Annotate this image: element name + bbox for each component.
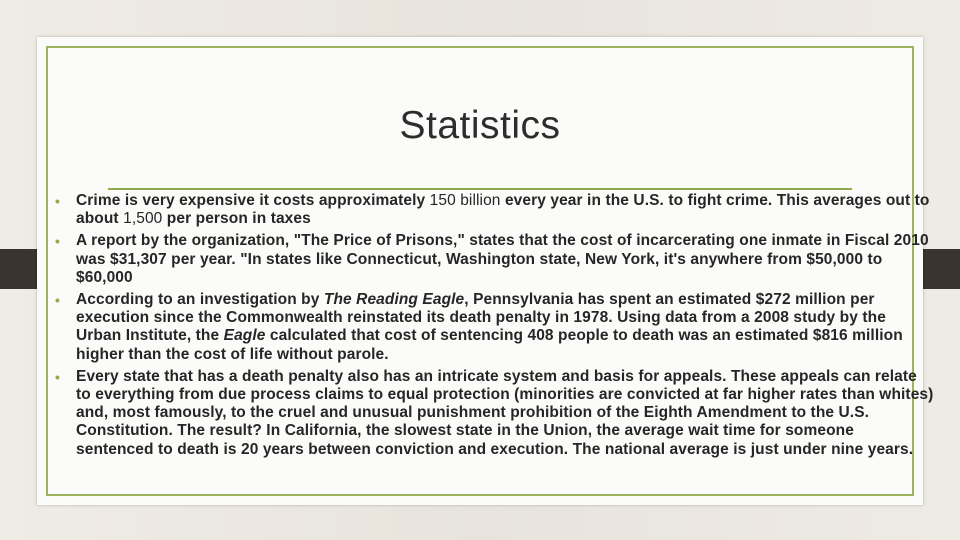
bullet-text: 1,500 — [123, 210, 163, 228]
bullet-text: Eagle — [223, 327, 266, 345]
bullet-item — [55, 368, 935, 459]
bullet-text: every year in the U.S. to fight crime. This averages out to about — [76, 192, 930, 228]
bullet-icon: • — [55, 368, 61, 385]
bullet-text: per person in taxes — [162, 210, 311, 228]
bullet-text: The Reading Eagle — [323, 291, 465, 309]
bullet-text: Crime is very expensive it costs approximately — [76, 192, 430, 209]
bullet-text: A report by the organization, "The Price of Prisons," states that the cost of incarcerating one inmate in Fiscal 2010 was $31,307 per year. "In states like Connecticut, Washington state, New York, it's anywhere from $50,000 to $60,000 — [76, 232, 929, 286]
bullet-icon: • — [55, 193, 61, 209]
bullet-item — [55, 232, 935, 287]
bullet-item — [55, 192, 935, 228]
bullet-icon: • — [55, 233, 61, 250]
bullet-text: Every state that has a death penalty also has an intricate system and basis for appeals. These appeals can relate to everything from due process claims to equal protection (minorities are convicted at far higher rates than whites) and, most famously, to the cruel and unusual punishment prohibition of the Eighth Amendment to the U.S. Constitution. The result? In California, the slowest state in the Union, the average wait time for someone sentenced to death is 20 years between conviction and execution. The national average is just under nine years. — [76, 367, 934, 458]
bullet-text: According to an investigation by — [76, 291, 324, 309]
left-dark-band — [0, 249, 40, 289]
bullet-icon: • — [55, 292, 61, 309]
title-underline — [108, 188, 852, 190]
bullet-list — [55, 192, 935, 463]
bullet-item — [55, 291, 935, 364]
bullet-text: , Pennsylvania has spent an estimated $272 million per execution since the Commonwealth reinstated its death penalty in 1978. Using data from a 2008 study by the Urban Institute, the — [76, 291, 886, 345]
slide-title: Statistics — [399, 104, 561, 147]
bullet-text: 150 billion — [429, 192, 501, 209]
bullet-text: calculated that cost of sentencing 408 people to death was an estimated $816 million higher than the cost of life without parole. — [76, 327, 903, 363]
